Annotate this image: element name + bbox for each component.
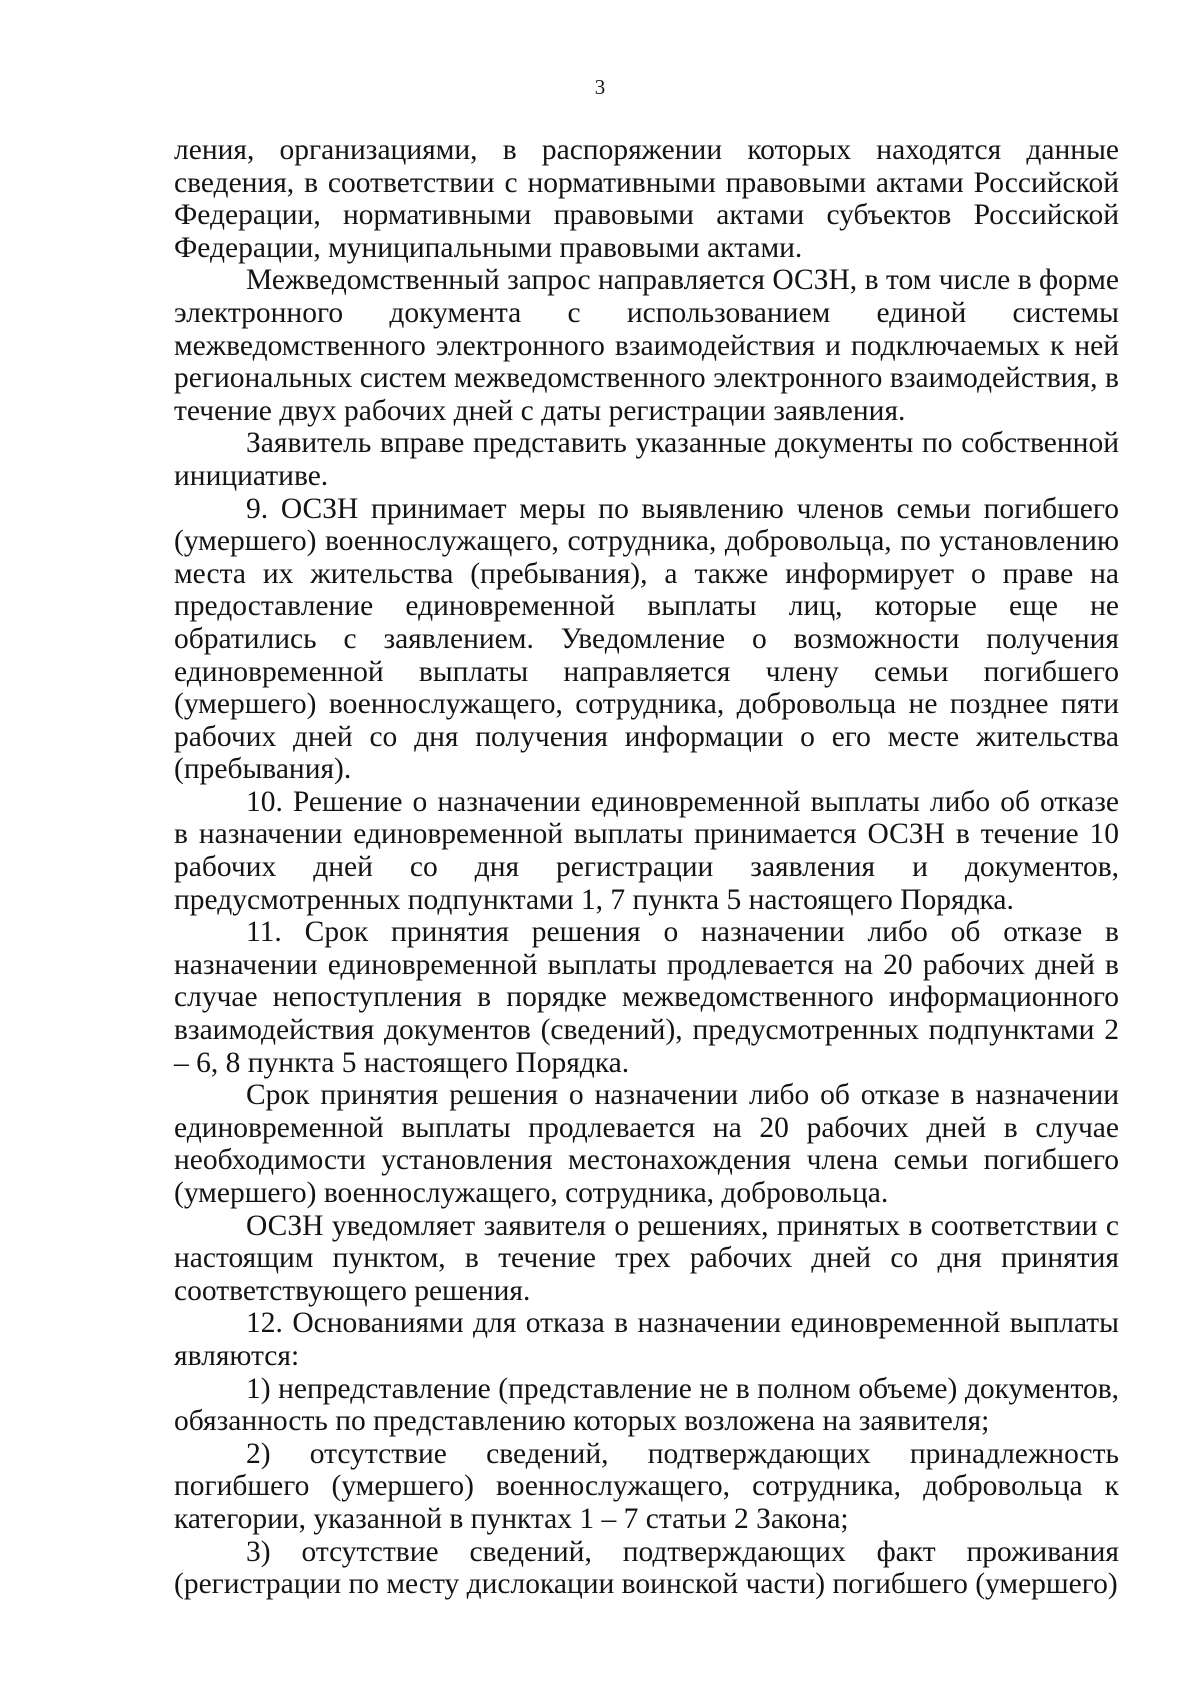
paragraph-item-9: 9. ОСЗН принимает меры по выявлению членов семьи погибшего (умершего) военнослужащего, сотрудника, добровольца, по установлению места их жительства (пребывания), а также информирует о праве на предоставление единовременной выплаты лиц, которые еще не обратились с заявлением. Уведомление о возможности получения единовременной выплаты направляется члену семьи погибшего (умершего) военнослужащего, сотрудника, добровольца не позднее пяти рабочих дней со дня получения информации о его месте жительства (пребывания). [174,492,1119,786]
paragraph-item-12-sub-1: 1) непредставление (представление не в полном объеме) документов, обязанность по представлению которых возложена на заявителя; [174,1372,1119,1438]
paragraph-item-11-extension: Срок принятия решения о назначении либо об отказе в назначении единовременной выплаты продлевается на 20 рабочих дней в случае необходимости установления местонахождения члена семьи погибшего (умершего) военнослужащего, сотрудника, добровольца. [174,1079,1119,1209]
paragraph-item-11: 11. Срок принятия решения о назначении либо об отказе в назначении единовременной выплаты продлевается на 20 рабочих дней в случае непоступления в порядке межведомственного информационного взаимодействия документов (сведений), предусмотренных подпунктами 2 – 6, 8 пункта 5 настоящего Порядка. [174,916,1119,1079]
paragraph-continuation: ления, организациями, в распоряжении которых находятся данные сведения, в соответствии с нормативными правовыми актами Российской Федерации, нормативными правовыми актами субъектов Российской Федерации, муниципальными правовыми актами. [174,134,1119,264]
paragraph-item-12: 12. Основаниями для отказа в назначении единовременной выплаты являются: [174,1307,1119,1372]
paragraph-item-11-notification: ОСЗН уведомляет заявителя о решениях, принятых в соответствии с настоящим пунктом, в течение трех рабочих дней со дня принятия соответствующего решения. [174,1209,1119,1307]
paragraph-applicant-right: Заявитель вправе представить указанные документы по собственной инициативе. [174,427,1119,492]
page-number: 3 [594,75,606,99]
paragraph-item-10: 10. Решение о назначении единовременной выплаты либо об отказе в назначении единовременной выплаты принимается ОСЗН в течение 10 рабочих дней со дня регистрации заявления и документов, предусмотренных подпунктами 1, 7 пункта 5 настоящего Порядка. [174,785,1119,916]
paragraph-item-12-sub-3: 3) отсутствие сведений, подтверждающих факт проживания (регистрации по месту дислокации воинской части) погибшего (умершего) [174,1535,1119,1601]
document-body [174,134,1119,1601]
paragraph-item-12-sub-2: 2) отсутствие сведений, подтверждающих принадлежность погибшего (умершего) военнослужащего, сотрудника, добровольца к категории, указанной в пунктах 1 – 7 статьи 2 Закона; [174,1437,1119,1535]
paragraph-interagency-request: Межведомственный запрос направляется ОСЗН, в том числе в форме электронного документа с использованием единой системы межведомственного электронного взаимодействия и подключаемых к ней региональных систем межведомственного электронного взаимодействия, в течение двух рабочих дней с даты регистрации заявления. [174,264,1119,427]
